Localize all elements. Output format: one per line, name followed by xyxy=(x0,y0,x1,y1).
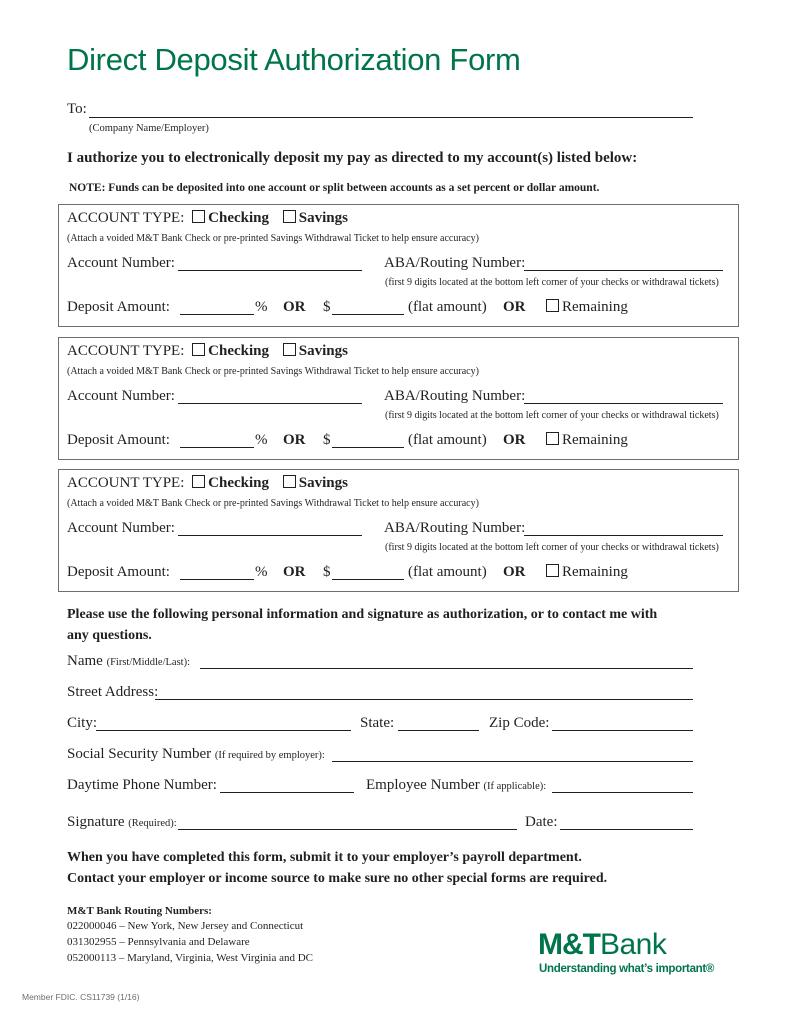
routing-heading: M&T Bank Routing Numbers: xyxy=(67,905,212,917)
logo-bank-text: Bank xyxy=(599,928,667,961)
aba-routing-field[interactable] xyxy=(524,270,723,271)
submit-line2: Contact your employer or income source to make sure no other special forms are required. xyxy=(67,871,608,886)
remaining-row xyxy=(546,299,628,316)
flat-amount-label: (flat amount) xyxy=(408,299,487,315)
flat-amount-label: (flat amount) xyxy=(408,432,487,448)
remaining-checkbox[interactable] xyxy=(546,564,559,577)
account-number-field[interactable] xyxy=(178,270,362,271)
signature-field[interactable] xyxy=(178,829,517,830)
note-text: NOTE: Funds can be deposited into one account or split between accounts as a set percent or dollar amount. xyxy=(69,182,600,194)
flat-amount-field[interactable] xyxy=(332,314,404,315)
street-label: Street Address: xyxy=(67,684,159,700)
checking-checkbox[interactable] xyxy=(192,475,205,488)
remaining-checkbox[interactable] xyxy=(546,432,559,445)
aba-note: (first 9 digits located at the bottom left corner of your checks or withdrawal tickets) xyxy=(385,542,719,553)
personal-intro-line2: any questions. xyxy=(67,628,152,643)
checking-label: Checking xyxy=(208,475,269,491)
name-label-row xyxy=(67,653,190,670)
mt-bank-logo xyxy=(538,928,666,962)
footer-fdic: Member FDIC. CS11739 (1/16) xyxy=(22,992,140,1002)
dollar-sign: $ xyxy=(323,564,331,580)
account-type-row xyxy=(67,343,348,360)
routing-item: 022000046 – New York, New Jersey and Connecticut xyxy=(67,920,304,932)
employee-label: Employee Number xyxy=(366,777,480,793)
ssn-sublabel: (If required by employer): xyxy=(214,750,325,761)
account-number-label: Account Number: xyxy=(67,520,175,536)
city-label: City: xyxy=(67,715,98,731)
account-type-label: ACCOUNT TYPE: xyxy=(67,343,185,359)
or-label: OR xyxy=(283,299,306,315)
signature-sublabel: (Required): xyxy=(128,818,177,829)
ssn-label-row xyxy=(67,746,325,763)
name-sublabel: (First/Middle/Last): xyxy=(106,657,190,668)
authorize-text: I authorize you to electronically deposit my pay as directed to my account(s) listed below: xyxy=(67,150,638,166)
account-number-field[interactable] xyxy=(178,403,362,404)
or-label: OR xyxy=(503,299,526,315)
city-field[interactable] xyxy=(96,730,351,731)
attach-note: (Attach a voided M&T Bank Check or pre-printed Savings Withdrawal Ticket to help ensure accuracy) xyxy=(67,498,479,509)
account-type-row xyxy=(67,475,348,492)
remaining-label: Remaining xyxy=(562,299,628,315)
or-label: OR xyxy=(503,564,526,580)
phone-label: Daytime Phone Number: xyxy=(67,777,217,793)
to-field[interactable] xyxy=(89,117,693,118)
or-label: OR xyxy=(283,432,306,448)
flat-amount-field[interactable] xyxy=(332,579,404,580)
name-label: Name xyxy=(67,653,103,669)
dollar-sign: $ xyxy=(323,432,331,448)
checking-label: Checking xyxy=(208,210,269,226)
state-label: State: xyxy=(360,715,395,731)
checking-label: Checking xyxy=(208,343,269,359)
checking-checkbox[interactable] xyxy=(192,343,205,356)
account-number-label: Account Number: xyxy=(67,388,175,404)
aba-note: (first 9 digits located at the bottom left corner of your checks or withdrawal tickets) xyxy=(385,277,719,288)
aba-routing-field[interactable] xyxy=(524,403,723,404)
submit-line1: When you have completed this form, submit it to your employer’s payroll department. xyxy=(67,850,582,865)
percent-sign: % xyxy=(255,564,268,580)
dollar-sign: $ xyxy=(323,299,331,315)
account-type-row xyxy=(67,210,348,227)
account-number-label: Account Number: xyxy=(67,255,175,271)
logo-tagline: Understanding what’s important® xyxy=(539,963,715,975)
routing-item: 052000113 – Maryland, Virginia, West Virginia and DC xyxy=(67,952,313,964)
percent-field[interactable] xyxy=(180,447,254,448)
or-label: OR xyxy=(283,564,306,580)
remaining-label: Remaining xyxy=(562,564,628,580)
date-label: Date: xyxy=(525,814,558,830)
remaining-label: Remaining xyxy=(562,432,628,448)
account-box-2 xyxy=(58,337,739,460)
account-box-1 xyxy=(58,204,739,327)
to-label: To: xyxy=(67,101,87,117)
flat-amount-field[interactable] xyxy=(332,447,404,448)
aba-routing-field[interactable] xyxy=(524,535,723,536)
savings-label: Savings xyxy=(298,210,348,226)
state-field[interactable] xyxy=(398,730,479,731)
employee-field[interactable] xyxy=(552,792,693,793)
savings-checkbox[interactable] xyxy=(283,475,296,488)
percent-field[interactable] xyxy=(180,314,254,315)
aba-note: (first 9 digits located at the bottom left corner of your checks or withdrawal tickets) xyxy=(385,410,719,421)
attach-note: (Attach a voided M&T Bank Check or pre-printed Savings Withdrawal Ticket to help ensure accuracy) xyxy=(67,366,479,377)
deposit-amount-label: Deposit Amount: xyxy=(67,564,170,580)
aba-routing-label: ABA/Routing Number: xyxy=(384,520,526,536)
name-field[interactable] xyxy=(200,668,693,669)
signature-label-row xyxy=(67,814,177,831)
flat-amount-label: (flat amount) xyxy=(408,564,487,580)
ssn-label: Social Security Number xyxy=(67,746,212,762)
employee-sublabel: (If applicable): xyxy=(483,781,547,792)
deposit-amount-label: Deposit Amount: xyxy=(67,432,170,448)
to-sublabel: (Company Name/Employer) xyxy=(89,123,209,134)
percent-sign: % xyxy=(255,299,268,315)
checking-checkbox[interactable] xyxy=(192,210,205,223)
savings-label: Savings xyxy=(298,475,348,491)
savings-checkbox[interactable] xyxy=(283,210,296,223)
remaining-row xyxy=(546,432,628,449)
account-number-field[interactable] xyxy=(178,535,362,536)
account-type-label: ACCOUNT TYPE: xyxy=(67,210,185,226)
savings-checkbox[interactable] xyxy=(283,343,296,356)
employee-label-row xyxy=(366,777,546,794)
routing-item: 031302955 – Pennsylvania and Delaware xyxy=(67,936,250,948)
aba-routing-label: ABA/Routing Number: xyxy=(384,388,526,404)
zip-field[interactable] xyxy=(552,730,693,731)
zip-label: Zip Code: xyxy=(489,715,550,731)
account-type-label: ACCOUNT TYPE: xyxy=(67,475,185,491)
logo-mt-text: M&T xyxy=(538,928,600,961)
attach-note: (Attach a voided M&T Bank Check or pre-printed Savings Withdrawal Ticket to help ensure accuracy) xyxy=(67,233,479,244)
personal-intro-line1: Please use the following personal information and signature as authorization, or to contact me with xyxy=(67,607,658,622)
remaining-row xyxy=(546,564,628,581)
aba-routing-label: ABA/Routing Number: xyxy=(384,255,526,271)
date-field[interactable] xyxy=(560,829,693,830)
or-label: OR xyxy=(503,432,526,448)
percent-sign: % xyxy=(255,432,268,448)
signature-label: Signature xyxy=(67,814,125,830)
account-box-3 xyxy=(58,469,739,592)
deposit-amount-label: Deposit Amount: xyxy=(67,299,170,315)
percent-field[interactable] xyxy=(180,579,254,580)
phone-field[interactable] xyxy=(220,792,354,793)
street-field[interactable] xyxy=(155,699,693,700)
savings-label: Savings xyxy=(298,343,348,359)
ssn-field[interactable] xyxy=(332,761,693,762)
form-title: Direct Deposit Authorization Form xyxy=(67,42,521,77)
remaining-checkbox[interactable] xyxy=(546,299,559,312)
